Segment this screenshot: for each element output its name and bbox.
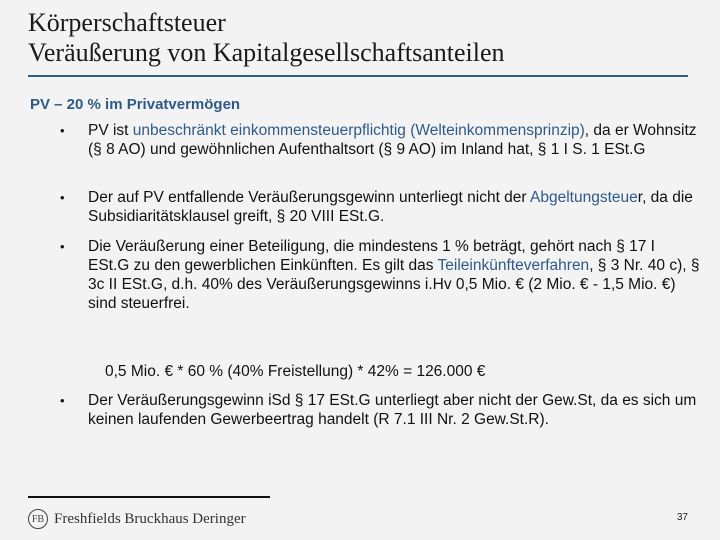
list-item <box>60 237 700 313</box>
bullet-icon: • <box>60 239 65 254</box>
brand-name: Freshfields Bruckhaus Deringer <box>54 510 246 527</box>
title-divider <box>28 75 688 77</box>
bullet-text: Der auf PV entfallende Veräußerungsgewinn unterliegt nicht der <box>88 189 531 206</box>
list-item <box>60 188 700 226</box>
title-line-2: Veräußerung von Kapitalgesellschaftsanteilen <box>28 38 505 67</box>
highlight-text: unbeschränkt einkommensteuerpflichtig (Welteinkommensprinzip) <box>132 122 585 139</box>
bullet-text: , § 3 Nr. 40 c), § 3c II ESt.G, d.h. 40% des Veräußerungsgewinns i.Hv 0,5 Mio. € (2 Mio. € - 1,5 Mio. €) sind steuerfrei. <box>88 257 700 312</box>
list-item <box>60 121 700 159</box>
footer-logo <box>28 507 246 531</box>
list-item <box>60 391 700 429</box>
bullet-text: Der Veräußerungsgewinn iSd § 17 ESt.G unterliegt aber nicht der Gew.St, da es sich um keinen laufenden Gewerbeertrag handelt (R 7.1 III Nr. 2 Gew.St.R). <box>88 392 697 428</box>
bullet-text: PV ist <box>88 122 133 139</box>
slide-title <box>28 8 708 68</box>
bullet-text: , da er Wohnsitz (§ 8 AO) und gewöhnlichen Aufenthaltsort (§ 9 AO) im Inland hat, § 1 I S. 1 ESt.G <box>88 122 697 158</box>
title-line-1: Körperschaftsteuer <box>28 8 226 37</box>
bullet-text: r, da die Subsidiaritätsklausel greift, § 20 VIII ESt.G. <box>88 189 693 225</box>
bullet-icon: • <box>60 123 65 138</box>
footer-divider <box>28 496 270 498</box>
seal-icon: FB <box>28 509 48 529</box>
highlight-text: Abgeltungsteue <box>530 189 638 206</box>
page-number: 37 <box>676 512 688 523</box>
bullet-icon: • <box>60 393 65 408</box>
section-heading: PV – 20 % im Privatvermögen <box>30 96 241 113</box>
bullet-text: Die Veräußerung einer Beteiligung, die mindestens 1 % beträgt, gehört nach § 17 I ESt.G zu den gewerblichen Einkünften. Es gilt das <box>88 238 655 274</box>
highlight-text: Teileinkünfteverfahren <box>437 257 590 274</box>
bullet-icon: • <box>60 190 65 205</box>
calculation-line: 0,5 Mio. € * 60 % (40% Freistellung) * 42% = 126.000 € <box>105 363 486 380</box>
